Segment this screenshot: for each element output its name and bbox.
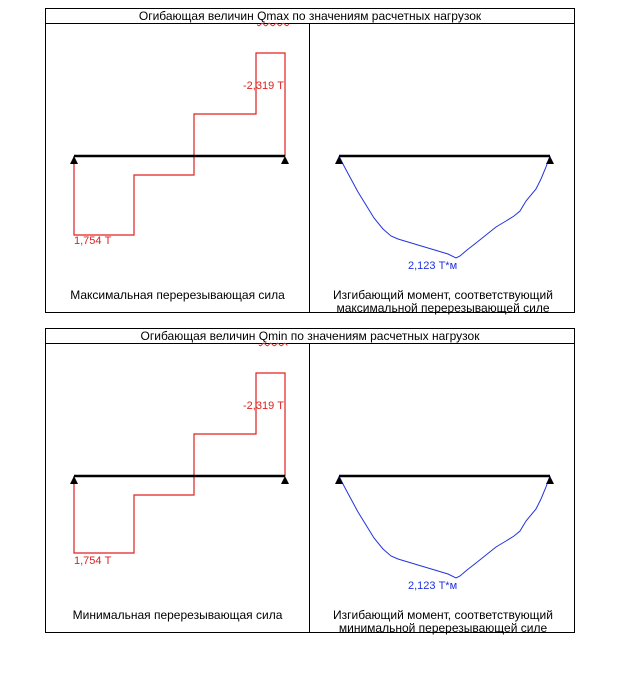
right-caption-line2: минимальной перерезывающей силе xyxy=(338,621,548,635)
diagram-canvas xyxy=(46,9,576,314)
panel-title-quantity: Qmax xyxy=(257,9,290,23)
right-caption-line2: максимальной перерезывающей силе xyxy=(336,301,550,315)
bending-moment-diagram xyxy=(339,156,550,258)
panel-title-suffix: по значениям расчетных нагрузок xyxy=(289,9,482,23)
left-caption: Максимальная перерезывающая сила xyxy=(70,288,285,302)
shear-max-label: 1,754 Т xyxy=(74,235,112,247)
panel-title-suffix: по значениям расчетных нагрузок xyxy=(287,329,480,343)
bending-moment-diagram xyxy=(339,476,550,578)
right-caption-line1: Изгибающий момент, соответствующий xyxy=(333,608,553,622)
envelope-panel-qmax xyxy=(45,8,575,313)
shear-min-label: -2,319 Т xyxy=(243,80,284,92)
right-caption xyxy=(310,289,576,315)
envelope-panel-qmin xyxy=(45,328,575,633)
right-caption-line1: Изгибающий момент, соответствующий xyxy=(333,288,553,302)
shear-min-label: -2,319 Т xyxy=(243,400,284,412)
panel-title-prefix: Огибающая величин xyxy=(138,9,258,23)
panel-title-quantity: Qmin xyxy=(258,329,288,343)
diagram-canvas xyxy=(46,329,576,634)
panel-title-prefix: Огибающая величин xyxy=(140,329,259,343)
moment-max-label: 2,123 Т*м xyxy=(408,260,458,272)
shear-max-label: 1,754 Т xyxy=(74,555,112,567)
moment-max-label: 2,123 Т*м xyxy=(408,580,458,592)
left-caption: Минимальная перерезывающая сила xyxy=(72,608,283,622)
right-caption xyxy=(310,609,576,635)
